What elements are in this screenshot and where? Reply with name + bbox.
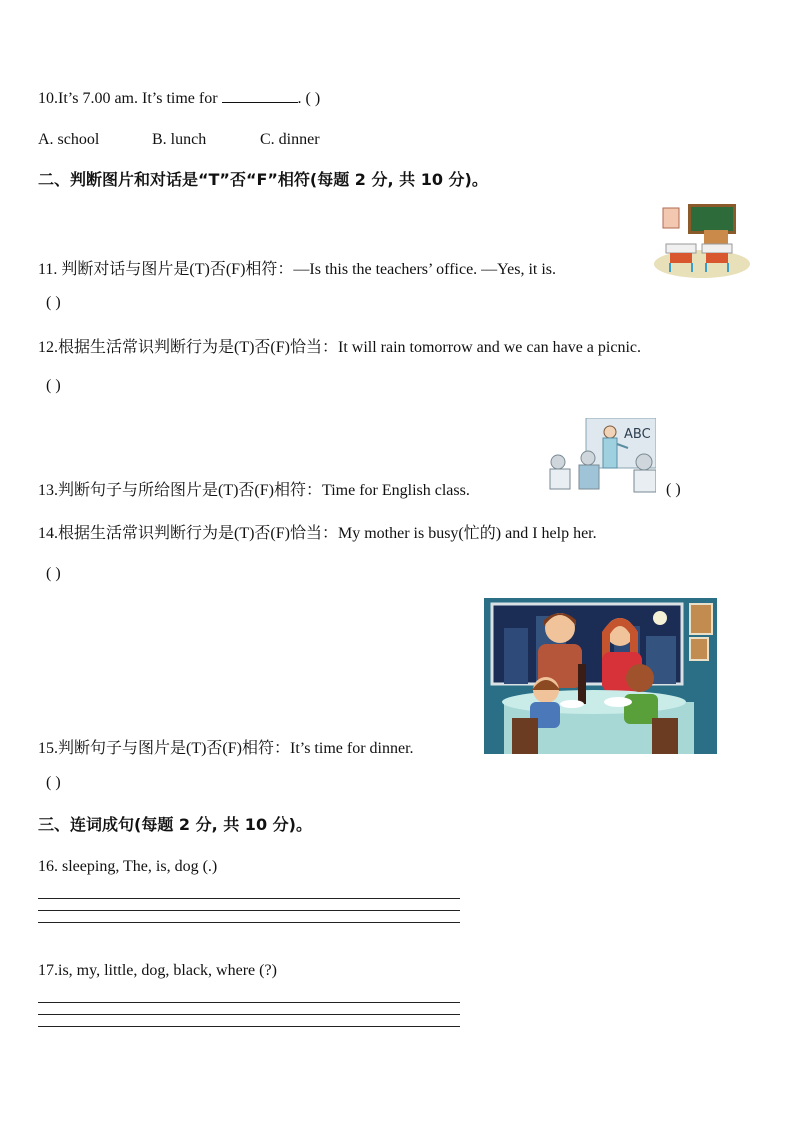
question-12-answer[interactable]: ( )	[46, 377, 61, 394]
english-class-picture	[548, 418, 656, 496]
question-10-paren: . ( )	[297, 90, 321, 107]
writing-line	[38, 910, 460, 911]
writing-line	[38, 1002, 460, 1003]
section-3-title: 三、连词成句(每题 2 分, 共 10 分)。	[38, 815, 312, 834]
question-14: 14.根据生活常识判断行为是(T)否(F)恰当：My mother is busy(忙的) and I help her.	[38, 525, 597, 542]
writing-line	[38, 1014, 460, 1015]
question-15-answer[interactable]: ( )	[46, 774, 61, 791]
writing-line	[38, 922, 460, 923]
option-a[interactable]: A. school	[38, 131, 100, 148]
question-10-text: 10.It’s 7.00 am. It’s time for	[38, 90, 222, 107]
question-11: 11. 判断对话与图片是(T)否(F)相符：—Is this the teachers’ office. —Yes, it is.	[38, 261, 557, 278]
question-17: 17.is, my, little, dog, black, where (?)	[38, 962, 277, 979]
option-c[interactable]: C. dinner	[260, 131, 320, 148]
classroom-picture	[654, 200, 752, 280]
question-12: 12.根据生活常识判断行为是(T)否(F)恰当：It will rain tomorrow and we can have a picnic.	[38, 339, 641, 356]
board-text: ABC	[624, 427, 651, 442]
section-2-title: 二、判断图片和对话是“T”否“F”相符(每题 2 分, 共 10 分)。	[38, 170, 488, 189]
question-15: 15.判断句子与图片是(T)否(F)相符：It’s time for dinner.	[38, 740, 414, 757]
question-10	[38, 88, 320, 109]
question-13: 13.判断句子与所给图片是(T)否(F)相符：Time for English class.	[38, 482, 470, 499]
question-16: 16. sleeping, The, is, dog (.)	[38, 858, 218, 875]
option-b[interactable]: B. lunch	[152, 131, 207, 148]
question-17-writing-lines[interactable]	[38, 1002, 460, 1038]
answer-blank[interactable]	[222, 88, 298, 103]
writing-line	[38, 898, 460, 899]
family-dinner-picture	[484, 598, 717, 754]
question-10-options	[38, 130, 320, 150]
writing-line	[38, 1026, 460, 1027]
question-13-answer[interactable]: ( )	[666, 481, 681, 498]
question-16-writing-lines[interactable]	[38, 898, 460, 934]
question-14-answer[interactable]: ( )	[46, 565, 61, 582]
question-11-answer[interactable]: ( )	[46, 294, 61, 311]
